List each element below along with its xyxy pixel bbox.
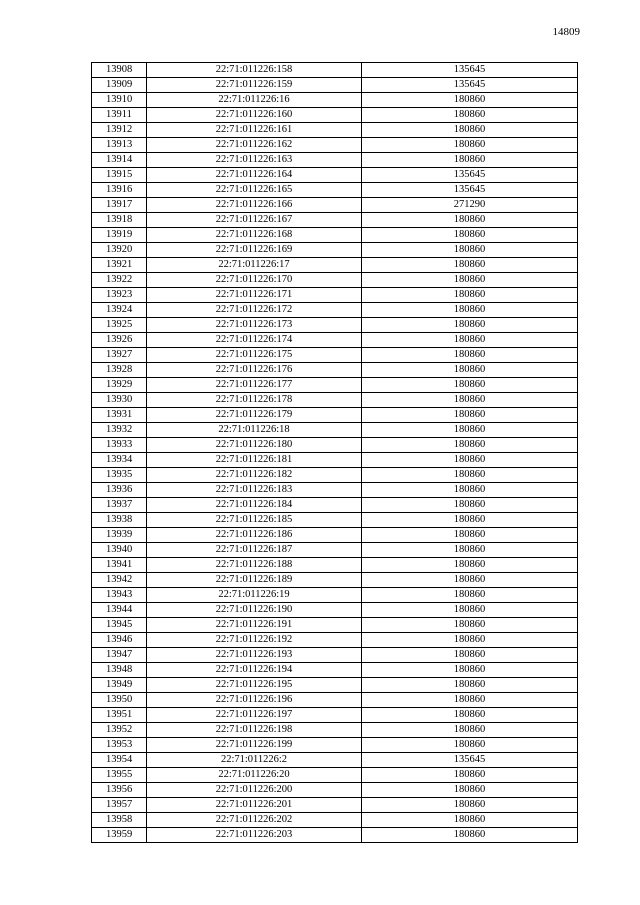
- cadastral-number-cell: 22:71:011226:191: [147, 618, 362, 633]
- value-cell: 180860: [362, 573, 578, 588]
- table-row: [92, 168, 578, 183]
- table-row: [92, 63, 578, 78]
- value-cell: 180860: [362, 363, 578, 378]
- value-cell: 271290: [362, 198, 578, 213]
- table-row: [92, 633, 578, 648]
- row-number-cell: 13942: [92, 573, 147, 588]
- cadastral-number-cell: 22:71:011226:201: [147, 798, 362, 813]
- value-cell: 180860: [362, 798, 578, 813]
- value-cell: 180860: [362, 288, 578, 303]
- value-cell: 180860: [362, 243, 578, 258]
- row-number-cell: 13941: [92, 558, 147, 573]
- value-cell: 180860: [362, 783, 578, 798]
- cadastral-number-cell: 22:71:011226:160: [147, 108, 362, 123]
- row-number-cell: 13921: [92, 258, 147, 273]
- value-cell: 180860: [362, 453, 578, 468]
- value-cell: 135645: [362, 78, 578, 93]
- table-row: [92, 258, 578, 273]
- row-number-cell: 13919: [92, 228, 147, 243]
- value-cell: 180860: [362, 258, 578, 273]
- table-row: [92, 483, 578, 498]
- value-cell: 180860: [362, 228, 578, 243]
- row-number-cell: 13958: [92, 813, 147, 828]
- value-cell: 180860: [362, 513, 578, 528]
- cadastral-number-cell: 22:71:011226:197: [147, 708, 362, 723]
- cadastral-number-cell: 22:71:011226:198: [147, 723, 362, 738]
- value-cell: 135645: [362, 63, 578, 78]
- value-cell: 180860: [362, 678, 578, 693]
- row-number-cell: 13956: [92, 783, 147, 798]
- row-number-cell: 13945: [92, 618, 147, 633]
- cadastral-number-cell: 22:71:011226:199: [147, 738, 362, 753]
- table-row: [92, 558, 578, 573]
- row-number-cell: 13947: [92, 648, 147, 663]
- value-cell: 180860: [362, 528, 578, 543]
- table-row: [92, 813, 578, 828]
- cadastral-number-cell: 22:71:011226:159: [147, 78, 362, 93]
- value-cell: 180860: [362, 828, 578, 843]
- cadastral-number-cell: 22:71:011226:173: [147, 318, 362, 333]
- row-number-cell: 13914: [92, 153, 147, 168]
- table-row: [92, 213, 578, 228]
- cadastral-number-cell: 22:71:011226:195: [147, 678, 362, 693]
- value-cell: 180860: [362, 543, 578, 558]
- table-row: [92, 468, 578, 483]
- table-row: [92, 138, 578, 153]
- row-number-cell: 13955: [92, 768, 147, 783]
- value-cell: 180860: [362, 483, 578, 498]
- cadastral-number-cell: 22:71:011226:189: [147, 573, 362, 588]
- row-number-cell: 13948: [92, 663, 147, 678]
- cadastral-number-cell: 22:71:011226:164: [147, 168, 362, 183]
- row-number-cell: 13928: [92, 363, 147, 378]
- value-cell: 180860: [362, 378, 578, 393]
- table-row: [92, 453, 578, 468]
- value-cell: 180860: [362, 408, 578, 423]
- table-row: [92, 318, 578, 333]
- table-row: [92, 603, 578, 618]
- row-number-cell: 13926: [92, 333, 147, 348]
- cadastral-number-cell: 22:71:011226:163: [147, 153, 362, 168]
- value-cell: 180860: [362, 633, 578, 648]
- table-row: [92, 678, 578, 693]
- row-number-cell: 13933: [92, 438, 147, 453]
- row-number-cell: 13938: [92, 513, 147, 528]
- row-number-cell: 13909: [92, 78, 147, 93]
- cadastral-number-cell: 22:71:011226:20: [147, 768, 362, 783]
- value-cell: 180860: [362, 723, 578, 738]
- table-row: [92, 573, 578, 588]
- value-cell: 180860: [362, 333, 578, 348]
- cadastral-number-cell: 22:71:011226:175: [147, 348, 362, 363]
- row-number-cell: 13929: [92, 378, 147, 393]
- value-cell: 180860: [362, 663, 578, 678]
- page-number: 14809: [552, 26, 580, 38]
- row-number-cell: 13943: [92, 588, 147, 603]
- value-cell: 180860: [362, 603, 578, 618]
- row-number-cell: 13953: [92, 738, 147, 753]
- table-row: [92, 183, 578, 198]
- value-cell: 180860: [362, 588, 578, 603]
- cadastral-number-cell: 22:71:011226:16: [147, 93, 362, 108]
- row-number-cell: 13930: [92, 393, 147, 408]
- cadastral-number-cell: 22:71:011226:177: [147, 378, 362, 393]
- table-body: [92, 63, 578, 843]
- table-row: [92, 798, 578, 813]
- table-row: [92, 288, 578, 303]
- value-cell: 135645: [362, 753, 578, 768]
- cadastral-number-cell: 22:71:011226:194: [147, 663, 362, 678]
- table-row: [92, 108, 578, 123]
- row-number-cell: 13952: [92, 723, 147, 738]
- cadastral-number-cell: 22:71:011226:200: [147, 783, 362, 798]
- table-row: [92, 513, 578, 528]
- row-number-cell: 13934: [92, 453, 147, 468]
- value-cell: 180860: [362, 303, 578, 318]
- value-cell: 180860: [362, 498, 578, 513]
- cadastral-number-cell: 22:71:011226:166: [147, 198, 362, 213]
- table-row: [92, 273, 578, 288]
- row-number-cell: 13913: [92, 138, 147, 153]
- row-number-cell: 13959: [92, 828, 147, 843]
- cadastral-number-cell: 22:71:011226:168: [147, 228, 362, 243]
- row-number-cell: 13937: [92, 498, 147, 513]
- cadastral-number-cell: 22:71:011226:176: [147, 363, 362, 378]
- table-row: [92, 438, 578, 453]
- value-cell: 180860: [362, 693, 578, 708]
- cadastral-number-cell: 22:71:011226:18: [147, 423, 362, 438]
- cadastral-number-cell: 22:71:011226:188: [147, 558, 362, 573]
- table-row: [92, 708, 578, 723]
- cadastral-number-cell: 22:71:011226:158: [147, 63, 362, 78]
- row-number-cell: 13927: [92, 348, 147, 363]
- cadastral-number-cell: 22:71:011226:172: [147, 303, 362, 318]
- table-row: [92, 393, 578, 408]
- row-number-cell: 13954: [92, 753, 147, 768]
- table-row: [92, 93, 578, 108]
- cadastral-number-cell: 22:71:011226:180: [147, 438, 362, 453]
- cadastral-number-cell: 22:71:011226:17: [147, 258, 362, 273]
- table-row: [92, 723, 578, 738]
- row-number-cell: 13910: [92, 93, 147, 108]
- value-cell: 180860: [362, 768, 578, 783]
- value-cell: 180860: [362, 738, 578, 753]
- table-row: [92, 348, 578, 363]
- table-row: [92, 423, 578, 438]
- table-row: [92, 738, 578, 753]
- cadastral-number-cell: 22:71:011226:184: [147, 498, 362, 513]
- cadastral-number-cell: 22:71:011226:174: [147, 333, 362, 348]
- row-number-cell: 13920: [92, 243, 147, 258]
- cadastral-number-cell: 22:71:011226:190: [147, 603, 362, 618]
- value-cell: 180860: [362, 813, 578, 828]
- table-row: [92, 123, 578, 138]
- cadastral-number-cell: 22:71:011226:203: [147, 828, 362, 843]
- table-row: [92, 153, 578, 168]
- cadastral-number-cell: 22:71:011226:187: [147, 543, 362, 558]
- value-cell: 135645: [362, 168, 578, 183]
- value-cell: 180860: [362, 618, 578, 633]
- cadastral-number-cell: 22:71:011226:202: [147, 813, 362, 828]
- cadastral-number-cell: 22:71:011226:193: [147, 648, 362, 663]
- cadastral-number-cell: 22:71:011226:185: [147, 513, 362, 528]
- row-number-cell: 13908: [92, 63, 147, 78]
- value-cell: 135645: [362, 183, 578, 198]
- table-row: [92, 303, 578, 318]
- cadastral-number-cell: 22:71:011226:165: [147, 183, 362, 198]
- row-number-cell: 13922: [92, 273, 147, 288]
- value-cell: 180860: [362, 123, 578, 138]
- value-cell: 180860: [362, 93, 578, 108]
- row-number-cell: 13950: [92, 693, 147, 708]
- row-number-cell: 13918: [92, 213, 147, 228]
- row-number-cell: 13940: [92, 543, 147, 558]
- row-number-cell: 13949: [92, 678, 147, 693]
- row-number-cell: 13939: [92, 528, 147, 543]
- cadastral-number-cell: 22:71:011226:169: [147, 243, 362, 258]
- row-number-cell: 13925: [92, 318, 147, 333]
- value-cell: 180860: [362, 348, 578, 363]
- value-cell: 180860: [362, 138, 578, 153]
- row-number-cell: 13946: [92, 633, 147, 648]
- cadastral-table: [91, 62, 578, 843]
- value-cell: 180860: [362, 708, 578, 723]
- table-row: [92, 753, 578, 768]
- row-number-cell: 13932: [92, 423, 147, 438]
- value-cell: 180860: [362, 423, 578, 438]
- row-number-cell: 13951: [92, 708, 147, 723]
- row-number-cell: 13923: [92, 288, 147, 303]
- value-cell: 180860: [362, 468, 578, 483]
- table-row: [92, 378, 578, 393]
- value-cell: 180860: [362, 558, 578, 573]
- table-row: [92, 198, 578, 213]
- cadastral-number-cell: 22:71:011226:183: [147, 483, 362, 498]
- row-number-cell: 13916: [92, 183, 147, 198]
- table-row: [92, 333, 578, 348]
- cadastral-number-cell: 22:71:011226:2: [147, 753, 362, 768]
- cadastral-number-cell: 22:71:011226:171: [147, 288, 362, 303]
- value-cell: 180860: [362, 393, 578, 408]
- row-number-cell: 13912: [92, 123, 147, 138]
- cadastral-number-cell: 22:71:011226:181: [147, 453, 362, 468]
- value-cell: 180860: [362, 213, 578, 228]
- cadastral-number-cell: 22:71:011226:192: [147, 633, 362, 648]
- cadastral-number-cell: 22:71:011226:170: [147, 273, 362, 288]
- cadastral-number-cell: 22:71:011226:179: [147, 408, 362, 423]
- value-cell: 180860: [362, 273, 578, 288]
- row-number-cell: 13931: [92, 408, 147, 423]
- cadastral-number-cell: 22:71:011226:196: [147, 693, 362, 708]
- row-number-cell: 13936: [92, 483, 147, 498]
- value-cell: 180860: [362, 438, 578, 453]
- table-row: [92, 528, 578, 543]
- row-number-cell: 13935: [92, 468, 147, 483]
- value-cell: 180860: [362, 108, 578, 123]
- table-row: [92, 663, 578, 678]
- table-row: [92, 543, 578, 558]
- table-row: [92, 408, 578, 423]
- row-number-cell: 13944: [92, 603, 147, 618]
- table-row: [92, 228, 578, 243]
- cadastral-number-cell: 22:71:011226:162: [147, 138, 362, 153]
- row-number-cell: 13911: [92, 108, 147, 123]
- table-row: [92, 363, 578, 378]
- table-row: [92, 243, 578, 258]
- table-row: [92, 498, 578, 513]
- table-row: [92, 828, 578, 843]
- table-row: [92, 588, 578, 603]
- value-cell: 180860: [362, 318, 578, 333]
- table-row: [92, 78, 578, 93]
- cadastral-number-cell: 22:71:011226:178: [147, 393, 362, 408]
- cadastral-number-cell: 22:71:011226:186: [147, 528, 362, 543]
- table-row: [92, 693, 578, 708]
- row-number-cell: 13915: [92, 168, 147, 183]
- table-row: [92, 768, 578, 783]
- table-row: [92, 618, 578, 633]
- cadastral-number-cell: 22:71:011226:19: [147, 588, 362, 603]
- row-number-cell: 13917: [92, 198, 147, 213]
- value-cell: 180860: [362, 153, 578, 168]
- cadastral-number-cell: 22:71:011226:161: [147, 123, 362, 138]
- row-number-cell: 13924: [92, 303, 147, 318]
- cadastral-number-cell: 22:71:011226:167: [147, 213, 362, 228]
- cadastral-number-cell: 22:71:011226:182: [147, 468, 362, 483]
- table-row: [92, 648, 578, 663]
- value-cell: 180860: [362, 648, 578, 663]
- row-number-cell: 13957: [92, 798, 147, 813]
- table-row: [92, 783, 578, 798]
